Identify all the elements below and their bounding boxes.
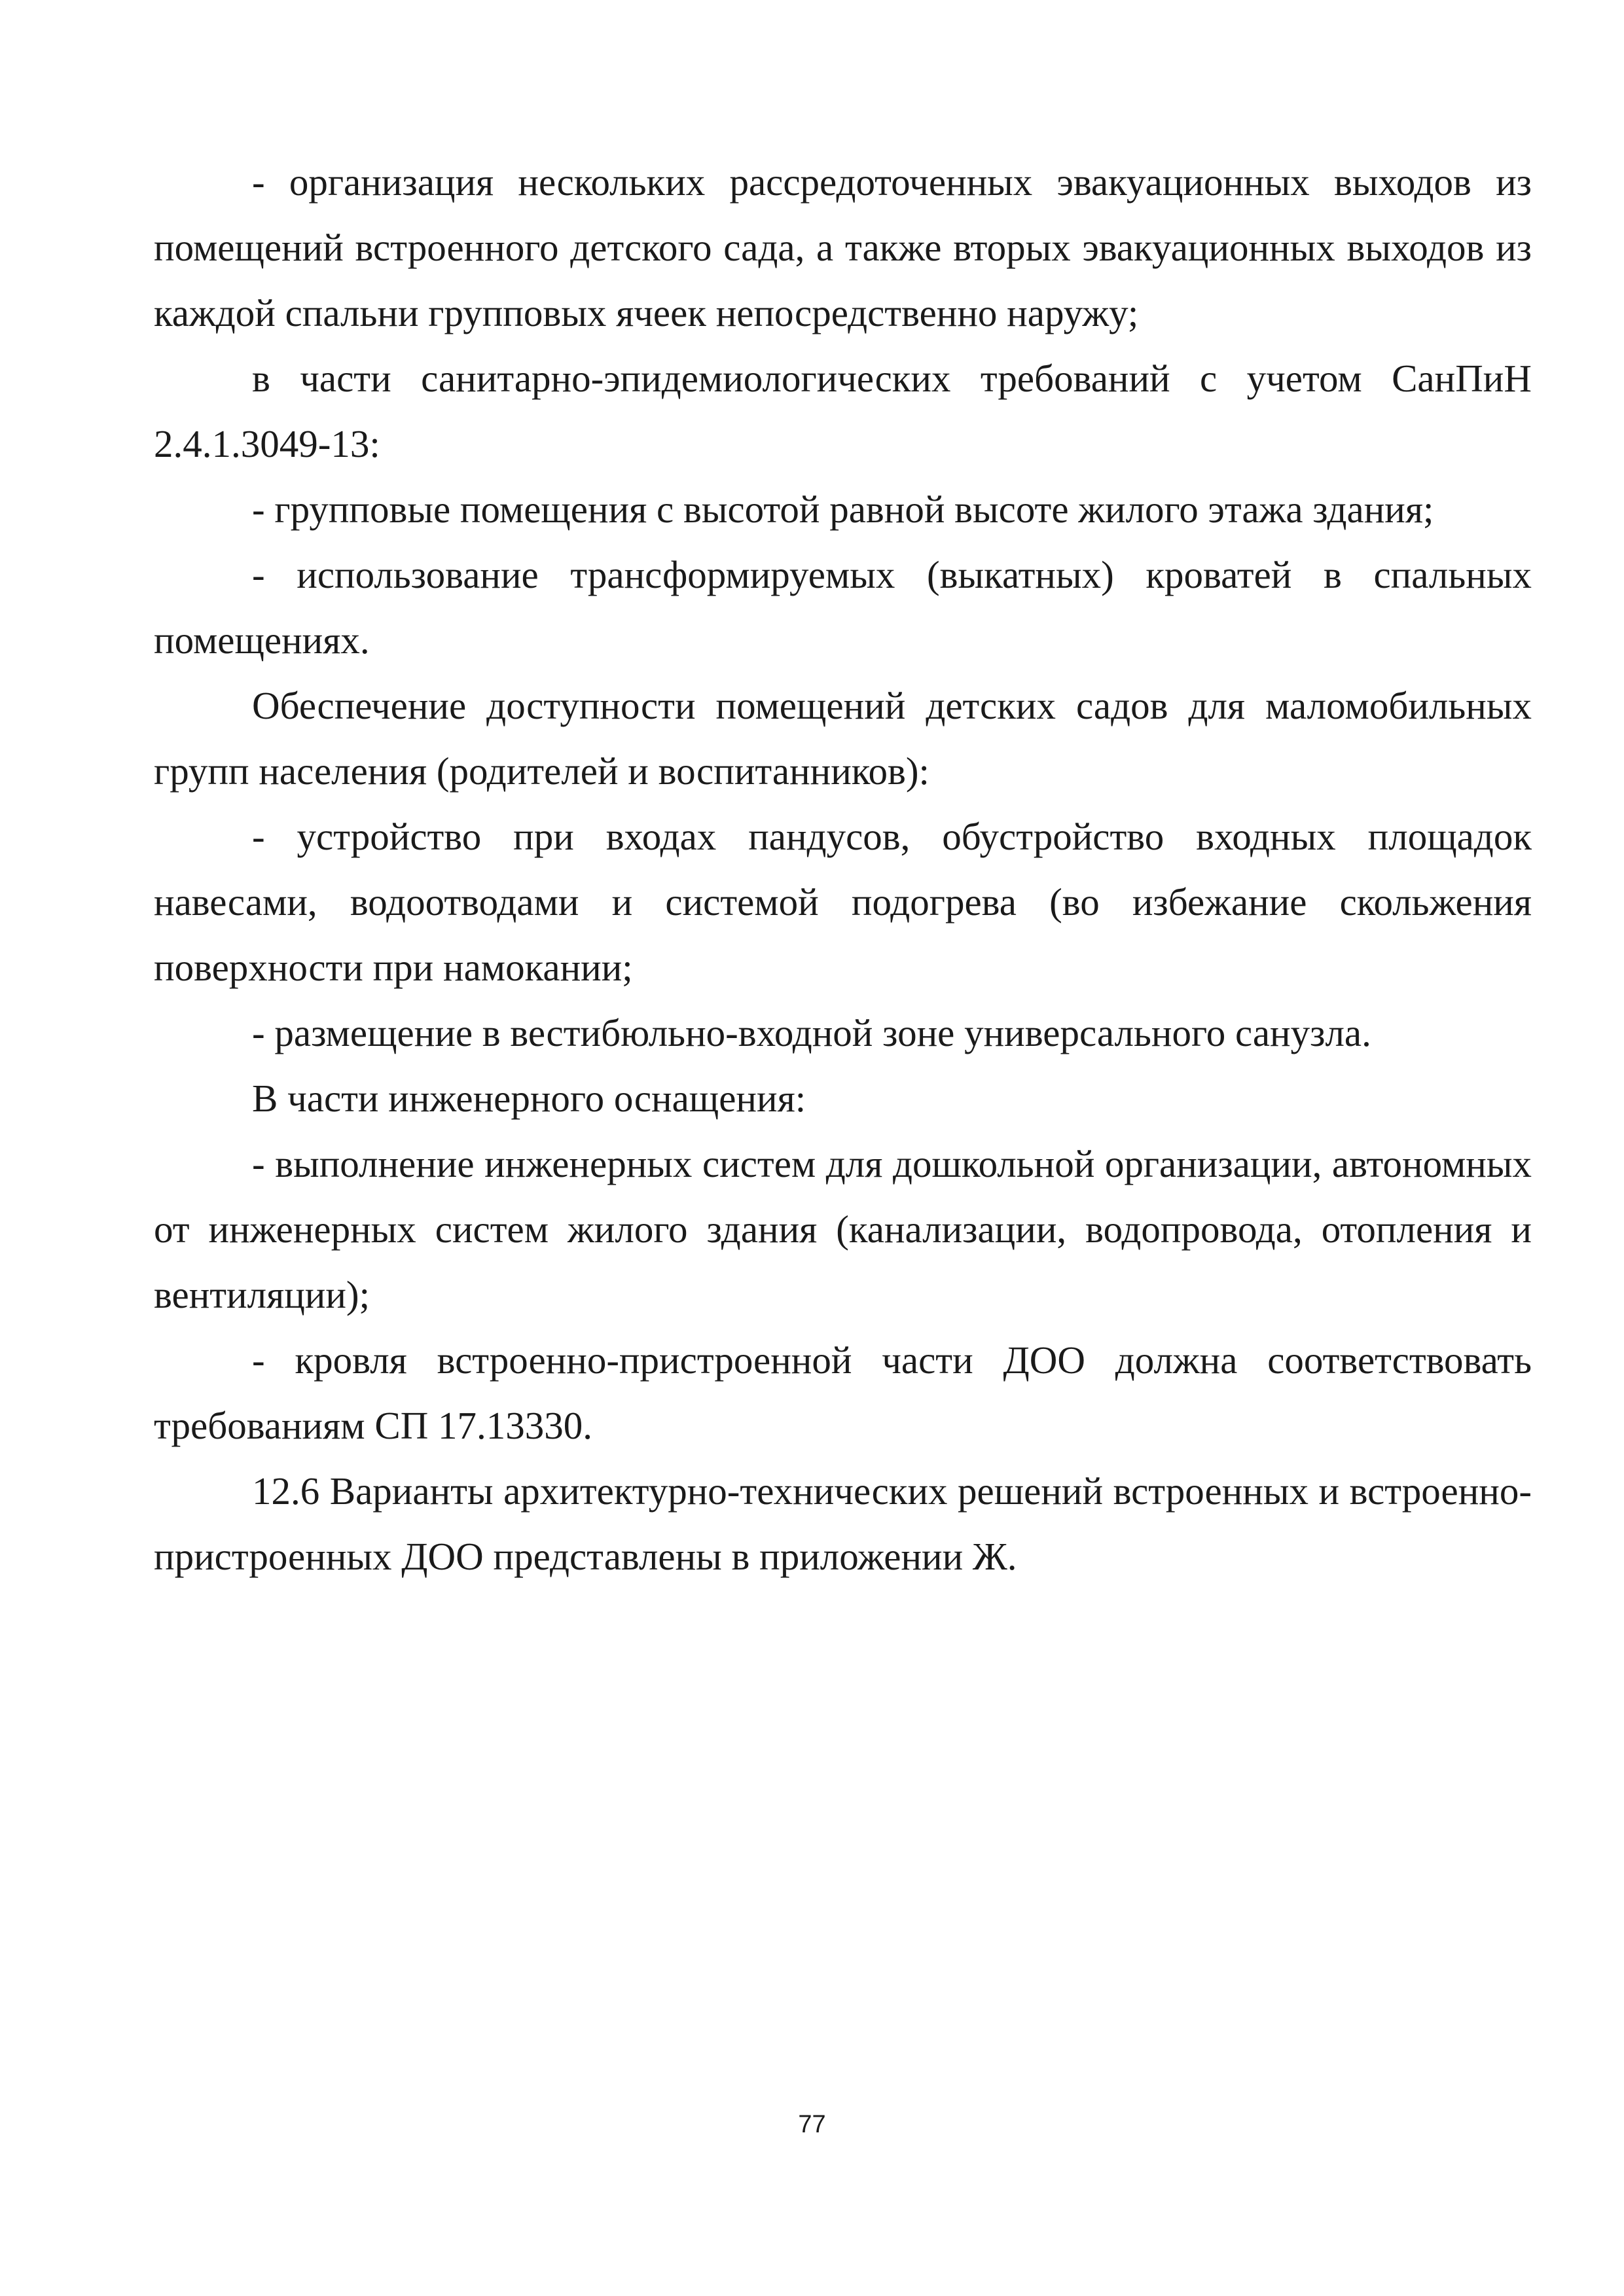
paragraph-autonomous-systems: - выполнение инженерных систем для дошкольной организации, автономных от инженерных систем жилого здания (канализации, водопровода, отопления и вентиляции); (154, 1142, 1532, 1316)
paragraph-roofing: - кровля встроенно-пристроенной части ДОО должна соответствовать требованиям СП 17.13330. (154, 1338, 1532, 1447)
paragraph-ramps: - устройство при входах пандусов, обустройство входных площадок навесами, водоотводами и системой подогрева (во избежание скольжения поверхности при намокании; (154, 815, 1532, 989)
paragraph-engineering-equipment: В части инженерного оснащения: (252, 1077, 806, 1120)
paragraph-evacuation-exits: - организация нескольких рассредоточенных эвакуационных выходов из помещений встроенного детского сада, а также вторых эвакуационных выходов из каждой спальни групповых ячеек непосредственно наружу; (154, 160, 1532, 334)
paragraph-transformable-beds: - использование трансформируемых (выкатных) кроватей в спальных помещениях. (154, 553, 1532, 662)
page-number: 77 (798, 2111, 826, 2138)
paragraph-accessibility: Обеспечение доступности помещений детских садов для маломобильных групп населения (родителей и воспитанников): (154, 684, 1532, 793)
paragraph-sanitary-requirements: в части санитарно-эпидемиологических требований с учетом СанПиН 2.4.1.3049-13: (154, 357, 1532, 465)
paragraph-group-rooms-height: - групповые помещения с высотой равной высоте жилого этажа здания; (252, 488, 1434, 531)
body-text (154, 149, 1532, 1589)
paragraph-universal-bathroom: - размещение в вестибюльно-входной зоне универсального санузла. (252, 1011, 1371, 1054)
paragraph-section-12-6: 12.6 Варианты архитектурно-технических решений встроенных и встроенно-пристроенных ДОО представлены в приложении Ж. (154, 1469, 1532, 1578)
